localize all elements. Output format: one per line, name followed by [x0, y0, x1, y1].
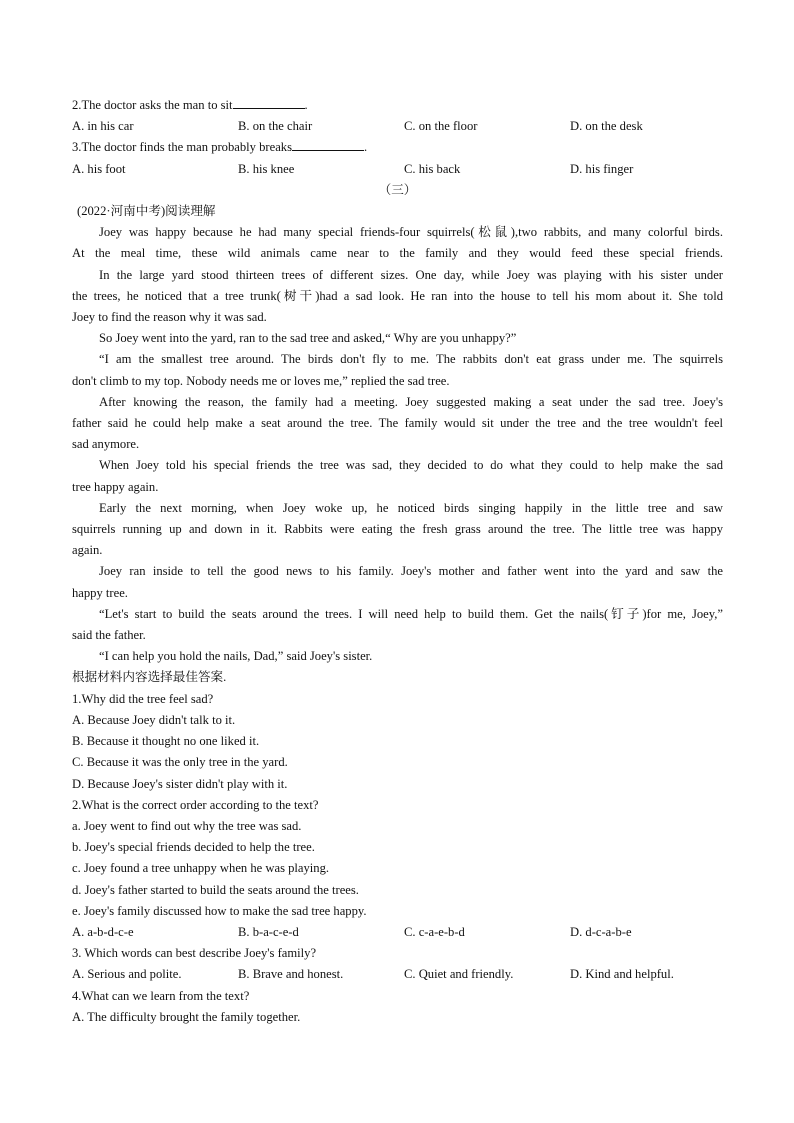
- passage-line: tree happy again.: [72, 479, 159, 494]
- answer-blank: [233, 95, 305, 109]
- passage-line: “I am the smallest tree around. The birds don't fly to me. The rabbits don't eat grass under me. The squirrels: [99, 352, 723, 367]
- option-a: A. Serious and polite.: [72, 967, 182, 982]
- passage-line: Early the next morning, when Joey woke up, he noticed birds singing happily in the little tree and saw: [99, 500, 723, 515]
- option-c: C. his back: [404, 161, 461, 176]
- instruction: 根据材料内容选择最佳答案.: [72, 670, 227, 685]
- passage-line: So Joey went into the yard, ran to the sad tree and asked,“ Why are you unhappy?”: [99, 331, 517, 346]
- passage-line: In the large yard stood thirteen trees of different sizes. One day, while Joey was playing with his sister under: [99, 267, 723, 282]
- option-a: A. Because Joey didn't talk to it.: [72, 712, 236, 727]
- question-stem: 4.What can we learn from the text?: [72, 988, 250, 1003]
- question-stem: 1.Why did the tree feel sad?: [72, 691, 214, 706]
- passage-line: said the father.: [72, 628, 146, 643]
- option-b: B. Because it thought no one liked it.: [72, 734, 260, 749]
- option-c: C. c-a-e-b-d: [404, 924, 465, 939]
- passage-line: don't climb to my top. Nobody needs me or loves me,” replied the sad tree.: [72, 373, 450, 388]
- passage-line: Joey ran inside to tell the good news to his family. Joey's mother and father went into the yard and saw the: [99, 564, 723, 579]
- option-d: D. his finger: [570, 161, 634, 176]
- passage-line: squirrels running up and down in it. Rabbits were eating the fresh grass around the tree. The little tree was happy: [72, 522, 723, 537]
- section-title: （三）: [378, 182, 417, 197]
- question-stem: 3. Which words can best describe Joey's family?: [72, 946, 317, 961]
- question-stem: 3.The doctor finds the man probably breaks .: [72, 137, 723, 158]
- answer-blank: [292, 137, 364, 151]
- option-row: [72, 159, 723, 180]
- passage-line: sad anymore.: [72, 437, 140, 452]
- option-a: A. The difficulty brought the family together.: [72, 1009, 301, 1024]
- option-row: [72, 964, 723, 985]
- passage-source: (2022·河南中考)阅读理解: [77, 204, 216, 219]
- event-a: a. Joey went to find out why the tree was sad.: [72, 818, 302, 833]
- passage-line: Joey to find the reason why it was sad.: [72, 310, 267, 325]
- option-d: D. Because Joey's sister didn't play with it.: [72, 776, 288, 791]
- option-a: A. in his car: [72, 119, 134, 134]
- option-row: [72, 922, 723, 943]
- passage-line: the trees, he noticed that a tree trunk(树干)had a sad look. He ran into the house to tell his mom about it. She told: [72, 288, 723, 303]
- option-b: B. his knee: [238, 161, 295, 176]
- passage-line: When Joey told his special friends the tree was sad, they decided to do what they could to help make the sad: [99, 458, 723, 473]
- worksheet-page: [72, 95, 723, 1028]
- event-c: c. Joey found a tree unhappy when he was playing.: [72, 861, 330, 876]
- passage-line: After knowing the reason, the family had a meeting. Joey suggested making a seat under the sad tree. Joey's: [99, 394, 723, 409]
- option-d: D. on the desk: [570, 119, 643, 134]
- passage-line: “Let's start to build the seats around the trees. I will need help to build them. Get the nails(钉子)for me, Joey,”: [99, 606, 723, 621]
- option-b: B. Brave and honest.: [238, 967, 344, 982]
- passage-line: “I can help you hold the nails, Dad,” said Joey's sister.: [99, 649, 373, 664]
- passage-line: again.: [72, 543, 103, 558]
- passage-line: father said he could help make a seat around the tree. The family would sit under the tree and the tree wouldn't feel: [72, 416, 723, 431]
- event-b: b. Joey's special friends decided to help the tree.: [72, 840, 315, 855]
- question-stem: 2.What is the correct order according to the text?: [72, 797, 319, 812]
- option-row: [72, 116, 723, 137]
- passage-line: Joey was happy because he had many special friends-four squirrels(松鼠),two rabbits, and many colorful birds.: [99, 225, 723, 240]
- option-b: B. on the chair: [238, 119, 313, 134]
- option-a: A. a-b-d-c-e: [72, 924, 134, 939]
- event-e: e. Joey's family discussed how to make the sad tree happy.: [72, 903, 367, 918]
- question-stem: 2.The doctor asks the man to sit .: [72, 95, 723, 116]
- option-b: B. b-a-c-e-d: [238, 924, 299, 939]
- option-c: C. Quiet and friendly.: [404, 967, 514, 982]
- passage-line: At the meal time, these wild animals came near to the family and they would feed these special friends.: [72, 246, 723, 261]
- reading-passage: [72, 222, 723, 667]
- option-c: C. on the floor: [404, 119, 478, 134]
- option-a: A. his foot: [72, 161, 126, 176]
- option-d: D. Kind and helpful.: [570, 967, 674, 982]
- option-c: C. Because it was the only tree in the yard.: [72, 755, 288, 770]
- event-d: d. Joey's father started to build the seats around the trees.: [72, 882, 359, 897]
- option-d: D. d-c-a-b-e: [570, 924, 632, 939]
- passage-line: happy tree.: [72, 585, 128, 600]
